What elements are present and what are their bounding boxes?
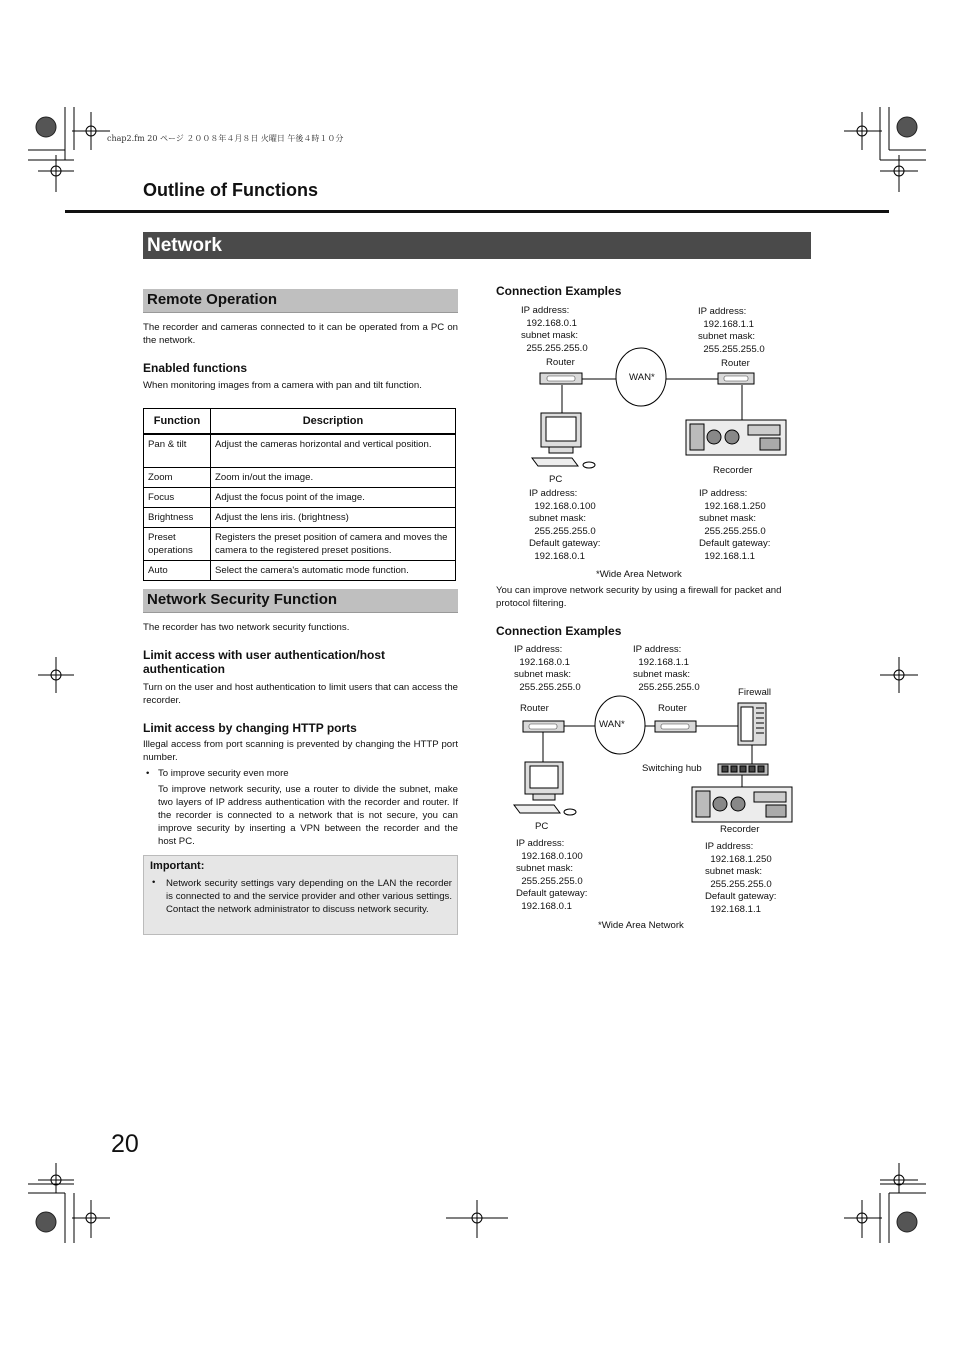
recorder-icon bbox=[692, 787, 792, 822]
switching-hub-icon bbox=[718, 764, 768, 775]
important-title: Important: bbox=[150, 860, 205, 872]
table-cell-description: Adjust the focus point of the image. bbox=[211, 487, 456, 507]
http-ports-text: Illegal access from port scanning is prevented by changing the HTTP port number. bbox=[143, 739, 458, 763]
table-cell-description: Select the camera's automatic mode function. bbox=[211, 560, 456, 580]
pc-ip-2: IP address: 192.168.0.100 subnet mask: 255.255.255.0 Default gateway: 192.168.0.1 bbox=[516, 838, 588, 912]
firewall-text: You can improve network security by using a firewall for packet and protocol filtering. bbox=[496, 585, 782, 609]
router-left-ip-1: IP address: 192.168.0.1 subnet mask: 255.255.255.0 bbox=[521, 305, 588, 354]
table-cell-description: Zoom in/out the image. bbox=[211, 467, 456, 487]
table-header-description: Description bbox=[211, 409, 456, 435]
wan-label-2: WAN* bbox=[599, 719, 625, 730]
table-cell-function: Preset operations bbox=[144, 527, 211, 560]
router-right-ip-1: IP address: 192.168.1.1 subnet mask: 255.255.255.0 bbox=[698, 306, 765, 355]
table-cell-function: Brightness bbox=[144, 507, 211, 527]
remote-intro: The recorder and cameras connected to it can be operated from a PC on the network. bbox=[143, 322, 458, 346]
remote-operation-title: Remote Operation bbox=[143, 289, 458, 313]
network-security-title: Network Security Function bbox=[143, 589, 458, 613]
pc-icon bbox=[514, 762, 576, 815]
bullet-text: To improve network security, use a router to divide the subnet, make two layers of IP address authentication with the recorder and router. If the recorder is connected to a network that is not secure, you can improve security by inserting a VPN between the recorder and the host PC. bbox=[158, 784, 458, 847]
table-cell-function: Focus bbox=[144, 487, 211, 507]
firewall-label: Firewall bbox=[738, 687, 772, 698]
router-right-label-1: Router bbox=[721, 358, 750, 369]
table-cell-description: Adjust the cameras horizontal and vertical position. bbox=[211, 434, 456, 467]
bullet-mark: • bbox=[152, 877, 156, 888]
user-auth-text: Turn on the user and host authentication to limit users that can access the recorder. bbox=[143, 682, 458, 706]
table-cell-function: Auto bbox=[144, 560, 211, 580]
router-left-label-2: Router bbox=[520, 703, 549, 714]
bullet-heading: To improve security even more bbox=[158, 768, 289, 779]
connection-examples-heading-1: Connection Examples bbox=[496, 284, 622, 298]
pc-label-2: PC bbox=[535, 821, 549, 832]
table-cell-description: Registers the preset position of camera and moves the camera to the registered preset positions. bbox=[211, 527, 456, 560]
pc-label-1: PC bbox=[549, 474, 563, 485]
connection-examples-heading-2: Connection Examples bbox=[496, 624, 622, 638]
firewall-icon bbox=[738, 703, 766, 745]
recorder-label-1: Recorder bbox=[713, 465, 753, 476]
footnote-2: *Wide Area Network bbox=[598, 920, 684, 931]
bullet-mark: • bbox=[146, 768, 150, 779]
enabled-functions-heading: Enabled functions bbox=[143, 361, 248, 375]
table-cell-function: Pan & tilt bbox=[144, 434, 211, 467]
recorder-ip-2: IP address: 192.168.1.250 subnet mask: 255.255.255.0 Default gateway: 192.168.1.1 bbox=[705, 841, 777, 915]
section-title: Network bbox=[143, 232, 811, 259]
recorder-ip-1: IP address: 192.168.1.250 subnet mask: 255.255.255.0 Default gateway: 192.168.1.1 bbox=[699, 488, 771, 562]
wan-label-1: WAN* bbox=[629, 372, 655, 383]
pc-ip-1: IP address: 192.168.0.100 subnet mask: 255.255.255.0 Default gateway: 192.168.0.1 bbox=[529, 488, 601, 562]
router-icon bbox=[655, 721, 696, 732]
router-left-ip-2: IP address: 192.168.0.1 subnet mask: 255.255.255.0 bbox=[514, 644, 581, 693]
router-right-label-2: Router bbox=[658, 703, 687, 714]
table-header-function: Function bbox=[144, 409, 211, 435]
switching-hub-label: Switching hub bbox=[642, 763, 702, 774]
footnote-1: *Wide Area Network bbox=[596, 569, 682, 580]
page-number: 20 bbox=[111, 1130, 139, 1158]
recorder-label-2: Recorder bbox=[720, 824, 760, 835]
router-icon bbox=[523, 721, 564, 732]
table-cell-description: Adjust the lens iris. (brightness) bbox=[211, 507, 456, 527]
router-right-ip-2: IP address: 192.168.1.1 subnet mask: 255.255.255.0 bbox=[633, 644, 700, 693]
important-text: Network security settings vary depending on the LAN the recorder is connected to and the service provider and other various settings. Contact the network administrator to discuss network security. bbox=[166, 878, 452, 915]
chapter-title: Outline of Functions bbox=[143, 180, 318, 200]
router-left-label-1: Router bbox=[546, 357, 575, 368]
file-meta-line: chap2.fm 20 ページ ２００８年４月８日 火曜日 午後４時１０分 bbox=[107, 134, 344, 143]
enabled-functions-text: When monitoring images from a camera with pan and tilt function. bbox=[143, 380, 422, 391]
user-auth-heading: Limit access with user authentication/host authentication bbox=[143, 648, 386, 676]
security-intro: The recorder has two network security functions. bbox=[143, 622, 350, 633]
http-ports-heading: Limit access by changing HTTP ports bbox=[143, 721, 357, 735]
table-cell-function: Zoom bbox=[144, 467, 211, 487]
